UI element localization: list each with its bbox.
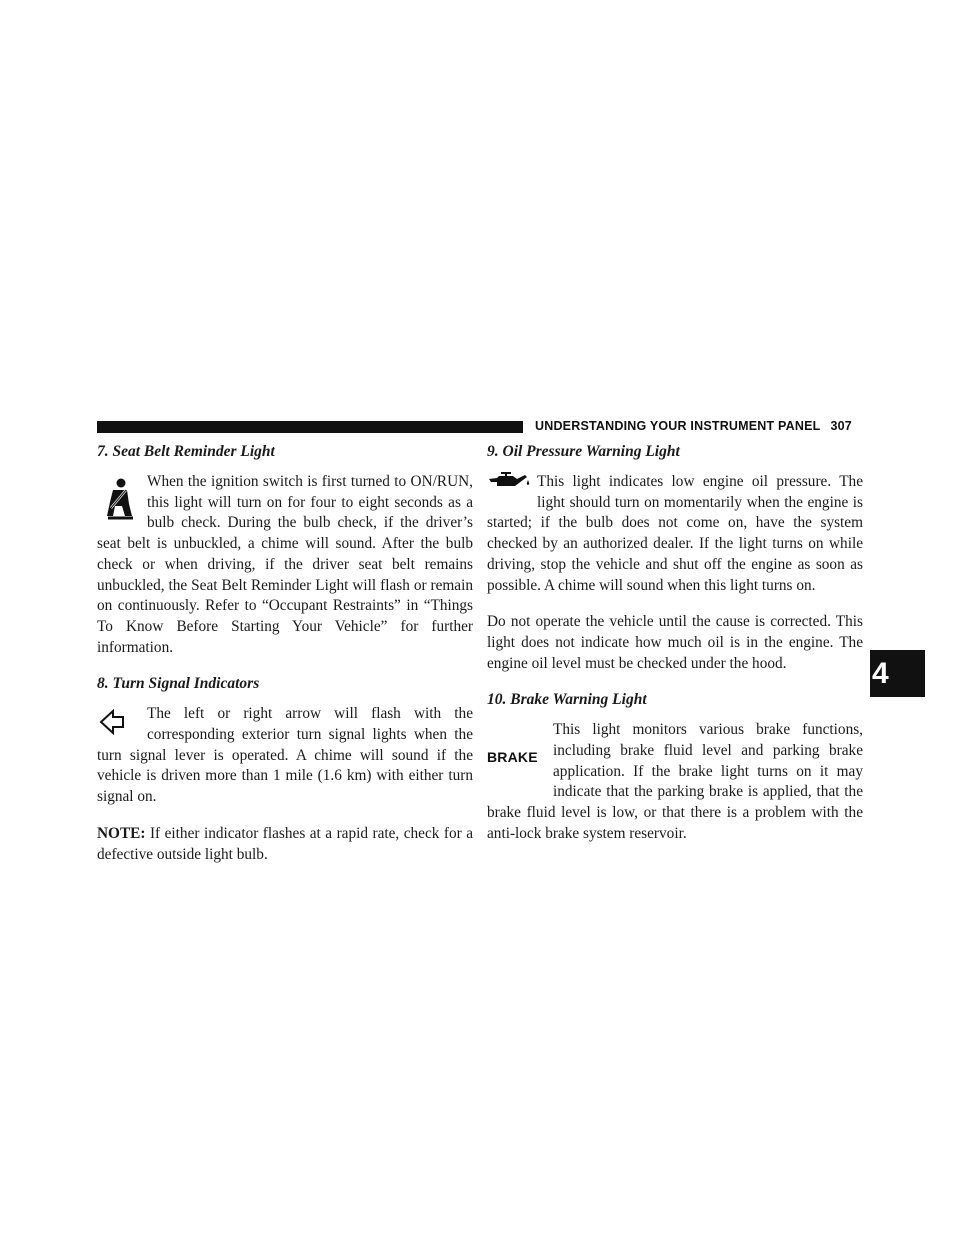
note-label: NOTE:: [97, 824, 146, 842]
left-column: [97, 442, 473, 865]
section-body: This light indicates low engine oil pressure. The light should turn on momentarily when the engine is started; if the bulb does not come on, have the system checked by an authorized dealer. If the light turns on while driving, stop the vehicle and shut off the engine as soon as possible. A chime will sound when this light turns on.: [487, 473, 863, 594]
section-heading: 10. Brake Warning Light: [487, 691, 647, 709]
section-heading: 8. Turn Signal Indicators: [97, 675, 260, 693]
page-number: 307: [830, 419, 852, 433]
brake-warning-icon: BRAKE: [487, 749, 538, 766]
section-oil-pressure-continued: [487, 612, 863, 674]
turn-signal-arrow-icon: [99, 708, 125, 736]
section-body: Do not operate the vehicle until the cause is corrected. This light does not indicate how much oil is in the engine. The engine oil level must be checked under the hood.: [487, 613, 863, 672]
header-rule: [97, 421, 523, 433]
section-heading: 9. Oil Pressure Warning Light: [487, 443, 680, 460]
header-title: UNDERSTANDING YOUR INSTRUMENT PANEL: [535, 419, 821, 433]
right-column: [487, 442, 863, 861]
section-body: This light monitors various brake functions, including brake fluid level and parking brake application. If the brake light turns on it may indicate that the parking brake is applied, that the brake fluid level is low, or that there is a problem with the anti-lock brake system reservoir.: [487, 721, 863, 842]
oil-can-icon: [487, 470, 531, 494]
section-oil-pressure: [487, 442, 863, 596]
section-body: When the ignition switch is first turned to ON/RUN, this light will turn on for four to eight seconds as a bulb check. During the bulb check, if the driver’s seat belt is unbuckled, a chime will sound. After the bulb check or when driving, if the driver seat belt remains unbuckled, the Seat Belt Reminder Light will flash or remain on continuously. Refer to “Occupant Restraints” in “Things To Know Before Starting Your Vehicle” for further information.: [97, 473, 473, 656]
note-text: If either indicator flashes at a rapid rate, check for a defective outside light bulb.: [97, 824, 473, 863]
chapter-tab: 4: [870, 650, 925, 697]
note-paragraph: [97, 824, 473, 865]
running-header: [535, 419, 852, 433]
section-brake: [487, 690, 863, 844]
section-turn-signal: [97, 674, 473, 808]
section-body: The left or right arrow will flash with the corresponding exterior turn signal lights when the turn signal lever is operated. A chime will sound if the vehicle is driven more than 1 mile (1.6 km) with either turn signal on.: [97, 705, 473, 806]
section-seat-belt: [97, 442, 473, 658]
seatbelt-icon: [99, 478, 139, 522]
section-heading: 7. Seat Belt Reminder Light: [97, 443, 275, 460]
